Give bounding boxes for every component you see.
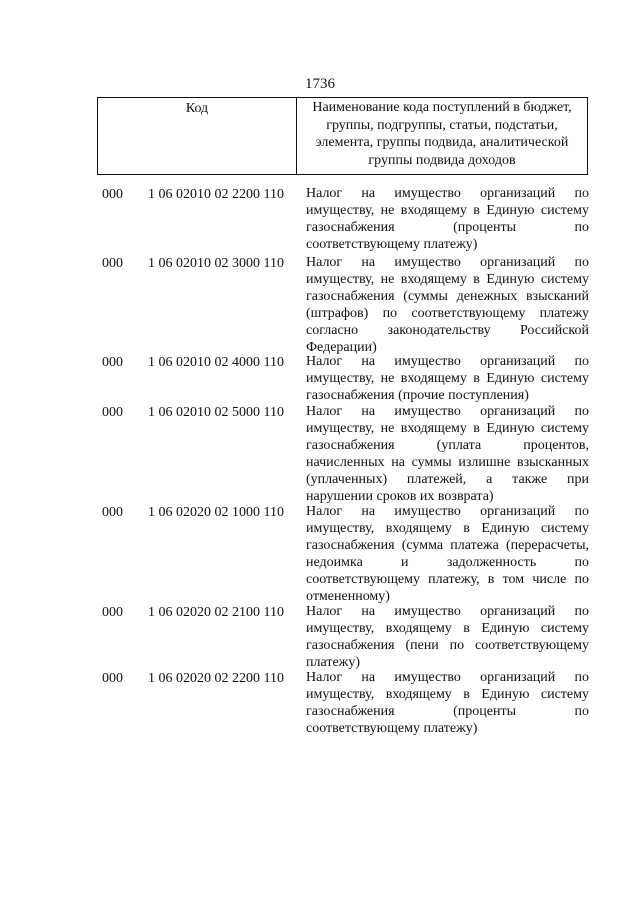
income-description [306,504,589,605]
header-name-line: группы, подгруппы, статьи, подстатьи, [326,117,558,133]
table-row [0,404,589,505]
header-code-cell: Код [98,98,297,174]
description-line: отмененному) [306,588,390,604]
administrator-code: 000 [102,405,123,420]
administrator-code: 000 [102,505,123,520]
budget-classification-code: 1 06 02010 02 2200 110 [148,187,284,202]
description-line: Налог на имущество организаций по [306,404,589,419]
income-description [306,255,589,356]
description-line: (уплаченных) платежей, а также при [306,471,589,487]
description-line: Федерации) [306,339,377,355]
income-description [306,186,589,254]
table-row [0,186,589,254]
description-line: Налог на имущество организаций по [306,504,589,519]
description-line: соответствующему платежу) [306,236,478,252]
administrator-code: 000 [102,187,123,202]
table-row [0,670,589,738]
description-line: Налог на имущество организаций по [306,604,589,619]
description-line: начисленных на суммы излишне взысканных [306,454,589,470]
budget-classification-code: 1 06 02010 02 5000 110 [148,405,284,420]
budget-classification-code: 1 06 02020 02 1000 110 [148,505,284,520]
administrator-code: 000 [102,256,123,271]
income-description [306,604,589,672]
description-line: газоснабжения (проценты по [306,703,589,719]
table-row [0,354,589,405]
description-line: газоснабжения (уплата процентов, [306,437,589,453]
description-line: Налог на имущество организаций по [306,670,589,685]
description-line: имуществу, не входящему в Единую систему [306,370,589,386]
description-line: нарушении сроков их возврата) [306,488,494,504]
table-row [0,504,589,605]
description-line: платежу) [306,654,360,670]
description-line: газоснабжения (прочие поступления) [306,387,529,403]
description-line: имуществу, не входящему в Единую систему [306,271,589,287]
budget-classification-code: 1 06 02020 02 2100 110 [148,605,284,620]
administrator-code: 000 [102,605,123,620]
administrator-code: 000 [102,355,123,370]
description-line: имуществу, не входящему в Единую систему [306,420,589,436]
description-line: газоснабжения (суммы денежных взысканий [306,288,589,304]
budget-classification-code: 1 06 02020 02 2200 110 [148,671,284,686]
budget-classification-code: 1 06 02010 02 4000 110 [148,355,284,370]
table-row [0,255,589,356]
income-description [306,404,589,505]
description-line: газоснабжения (пени по соответствующему [306,637,589,653]
description-line: имуществу, входящему в Единую систему [306,520,589,536]
description-line: Налог на имущество организаций по [306,186,589,201]
administrator-code: 000 [102,671,123,686]
description-line: газоснабжения (сумма платежа (перерасчеты, [306,537,589,553]
description-line: Налог на имущество организаций по [306,354,589,369]
description-line: недоимка и задолженность по [306,554,589,570]
table-header [97,97,588,175]
description-line: Налог на имущество организаций по [306,255,589,270]
header-name-line: группы подвида доходов [368,152,516,168]
description-line: соответствующему платежу) [306,720,478,736]
income-description [306,670,589,738]
budget-classification-code: 1 06 02010 02 3000 110 [148,256,284,271]
description-line: имуществу, входящему в Единую систему [306,686,589,702]
description-line: имуществу, не входящему в Единую систему [306,202,589,218]
table-row [0,604,589,672]
description-line: соответствующему платежу, в том числе по [306,571,589,587]
description-line: газоснабжения (проценты по [306,219,589,235]
header-name-cell [297,98,587,174]
income-description [306,354,589,405]
page-number: 1736 [305,76,335,92]
description-line: (штрафов) по соответствующему платежу [306,305,589,321]
header-name-line: элемента, группы подвида, аналитической [315,135,569,150]
header-name-line: Наименование кода поступлений в бюджет, [312,100,572,115]
description-line: согласно законодательству Российской [306,322,589,338]
description-line: имуществу, входящему в Единую систему [306,620,589,636]
